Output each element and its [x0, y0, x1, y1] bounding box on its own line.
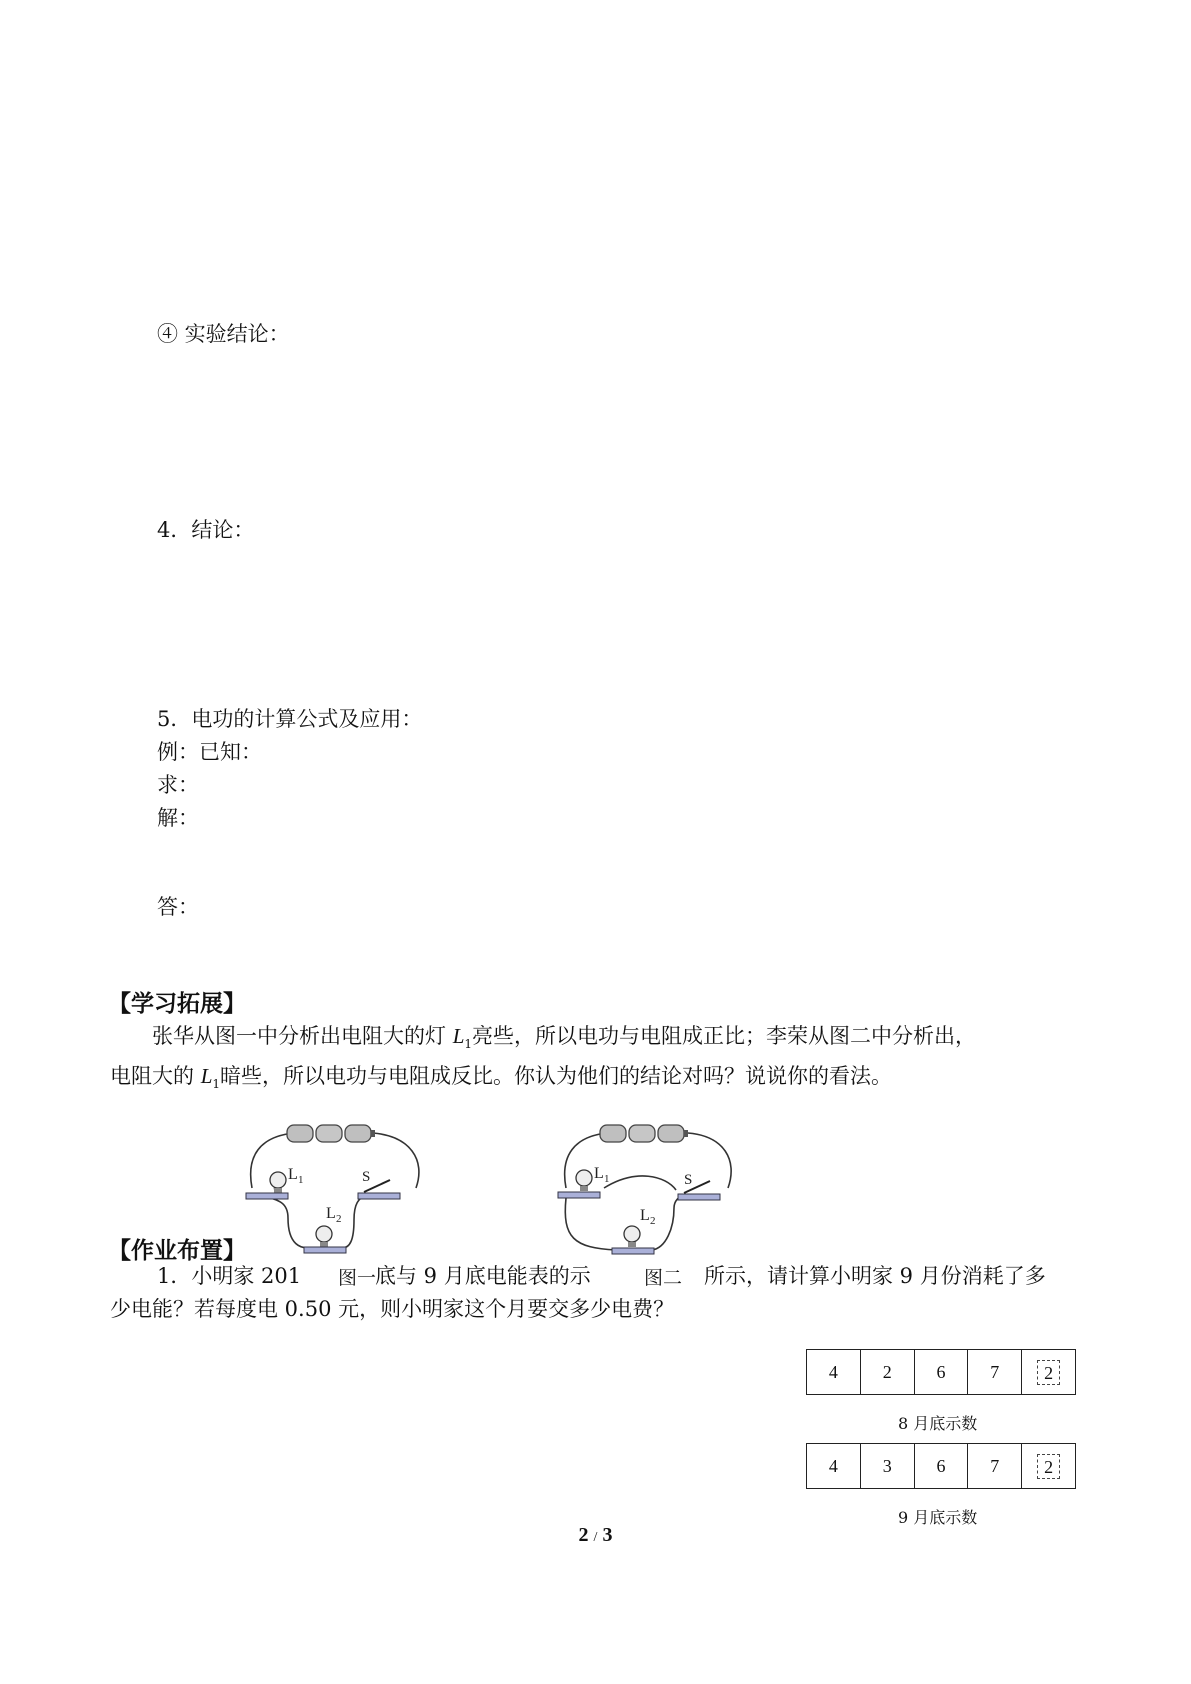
meter-label-august: 8 月底示数	[898, 1414, 978, 1433]
extension-text: 亮些，所以电功与电阻成正比；李荣从图二中分析出，	[472, 1024, 977, 1048]
lamp-label-subscript: 1	[298, 1174, 304, 1186]
lamp-label-subscript: 2	[650, 1215, 656, 1227]
meter-decimal-value: 2	[1037, 1360, 1060, 1385]
homework-q1-line2: 少电能？若每度电 0.50 元，则小明家这个月要交多少电费？	[110, 1297, 675, 1321]
homework-q1-part-b: 底与 9 月底电能表的示	[375, 1264, 591, 1288]
homework-title: 【作业布置】	[108, 1238, 246, 1264]
example-seek: 求：	[157, 773, 199, 797]
lamp-l2-icon	[316, 1226, 332, 1247]
meter-digit: 2	[860, 1350, 914, 1394]
extension-text: 张华从图一中分析出电阻大的灯	[152, 1024, 453, 1048]
figure-1-caption: 图一	[336, 1263, 378, 1290]
item-4-conclusion: 4．结论：	[157, 518, 255, 542]
meter-decimal-digit	[1021, 1350, 1075, 1394]
meter-decimal-digit	[1021, 1444, 1075, 1488]
meter-reading-september	[806, 1443, 1076, 1489]
lamp-symbol: L	[452, 1024, 465, 1048]
example-given: 例：已知：	[157, 740, 262, 764]
battery-icon	[287, 1125, 375, 1142]
meter-reading-august	[806, 1349, 1076, 1395]
lamp-base	[246, 1193, 288, 1199]
lamp-label-subscript: 2	[336, 1213, 342, 1225]
lamp-subscript: 1	[212, 1077, 221, 1092]
extension-text: 电阻大的	[110, 1064, 201, 1089]
meter-label-september: 9 月底示数	[898, 1508, 978, 1527]
extension-text: 暗些，所以电功与电阻成反比。你认为他们的结论对吗？说说你的看法。	[220, 1064, 893, 1089]
step-4-conclusion: ④ 实验结论：	[157, 322, 290, 346]
lamp-base	[304, 1247, 346, 1253]
lamp-l1-icon	[576, 1170, 592, 1191]
meter-digit: 3	[860, 1444, 914, 1488]
item-5-formula: 5．电功的计算公式及应用：	[157, 707, 423, 731]
switch-label: S	[362, 1169, 371, 1185]
page-current: 2	[578, 1524, 589, 1546]
circuit-figure-2	[556, 1108, 756, 1258]
homework-q1-part-a: 1．小明家 201	[157, 1264, 302, 1288]
extension-title: 【学习拓展】	[108, 991, 246, 1017]
switch-label: S	[684, 1172, 693, 1188]
page-separator: /	[593, 1530, 598, 1545]
lamp-l2-icon	[624, 1226, 640, 1247]
page-number	[0, 1524, 1191, 1547]
battery-icon	[600, 1125, 688, 1142]
extension-paragraph	[110, 1020, 1100, 1100]
figure-2-caption: 图二	[642, 1263, 684, 1290]
meter-digit: 6	[914, 1444, 968, 1488]
meter-digit: 7	[967, 1350, 1021, 1394]
lamp-symbol: L	[200, 1064, 213, 1089]
lamp-label-subscript: 1	[604, 1173, 610, 1185]
circuit-figure-1	[240, 1108, 450, 1258]
lamp-l1-icon	[270, 1172, 286, 1193]
meter-digit: 6	[914, 1350, 968, 1394]
lamp-label: L	[640, 1207, 650, 1224]
homework-q1-part-c: 所示，请计算小明家 9 月份消耗了多	[704, 1264, 1046, 1288]
page-total: 3	[602, 1524, 613, 1546]
meter-digit: 7	[967, 1444, 1021, 1488]
lamp-subscript: 1	[464, 1037, 473, 1052]
lamp-label: L	[288, 1166, 298, 1183]
lamp-base	[612, 1248, 654, 1254]
meter-decimal-value: 2	[1037, 1454, 1060, 1479]
lamp-label: L	[326, 1205, 336, 1222]
meter-digit: 4	[828, 1361, 838, 1382]
lamp-base	[558, 1192, 600, 1198]
lamp-label: L	[594, 1165, 604, 1182]
meter-digit: 4	[828, 1455, 838, 1476]
example-answer: 答：	[157, 895, 199, 919]
example-solve: 解：	[157, 806, 199, 830]
